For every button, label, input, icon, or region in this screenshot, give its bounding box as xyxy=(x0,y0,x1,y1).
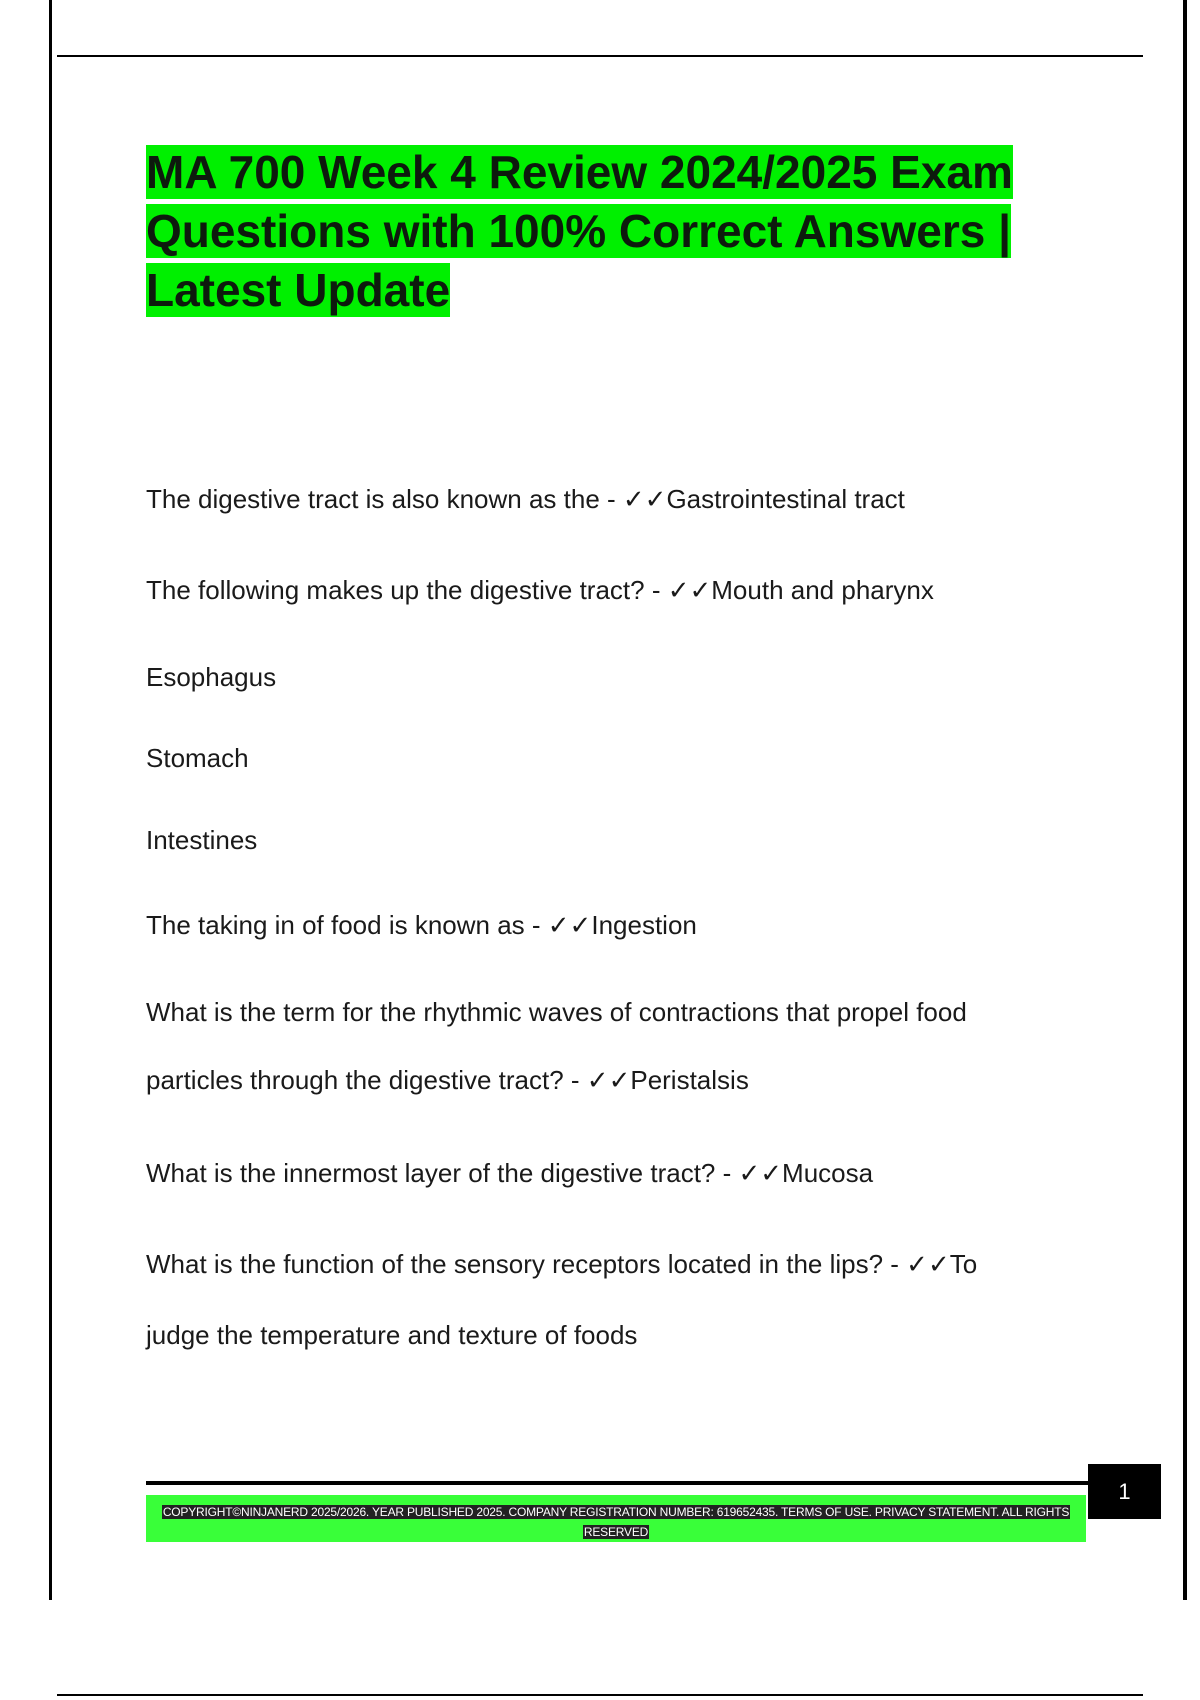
qa-line: The digestive tract is also known as the - ✓✓Gastrointestinal tract xyxy=(146,484,905,514)
document-title-text: MA 700 Week 4 Review 2024/2025 Exam Questions with 100% Correct Answers | Latest Update xyxy=(146,146,1013,316)
qa-line: judge the temperature and texture of foods xyxy=(146,1320,638,1350)
footer-copyright xyxy=(146,1502,1086,1542)
qa-line: The taking in of food is known as - ✓✓Ingestion xyxy=(146,910,697,940)
footer-copyright-text: COPYRIGHT©NINJANERD 2025/2026. YEAR PUBLISHED 2025. COMPANY REGISTRATION NUMBER: 619652435. TERMS OF USE. PRIVACY STATEMENT. ALL RIGHTS RESERVED xyxy=(162,1505,1070,1539)
qa-line: Esophagus xyxy=(146,662,277,692)
page-border-right xyxy=(1183,0,1187,1600)
qa-line: Intestines xyxy=(146,825,258,855)
footer-rule xyxy=(146,1481,1088,1485)
qa-line: What is the innermost layer of the digestive tract? - ✓✓Mucosa xyxy=(146,1158,874,1188)
page-border-left xyxy=(49,0,52,1600)
qa-line: particles through the digestive tract? - ✓✓Peristalsis xyxy=(146,1065,749,1095)
document-title xyxy=(146,143,1086,320)
qa-line: The following makes up the digestive tract? - ✓✓Mouth and pharynx xyxy=(146,575,934,605)
page-number: 1 xyxy=(1088,1464,1161,1519)
qa-line: What is the term for the rhythmic waves of contractions that propel food xyxy=(146,997,967,1027)
qa-line: What is the function of the sensory receptors located in the lips? - ✓✓To xyxy=(146,1249,978,1279)
qa-line: Stomach xyxy=(146,743,249,773)
header-rule xyxy=(57,55,1143,57)
next-page-rule xyxy=(57,1694,1143,1696)
